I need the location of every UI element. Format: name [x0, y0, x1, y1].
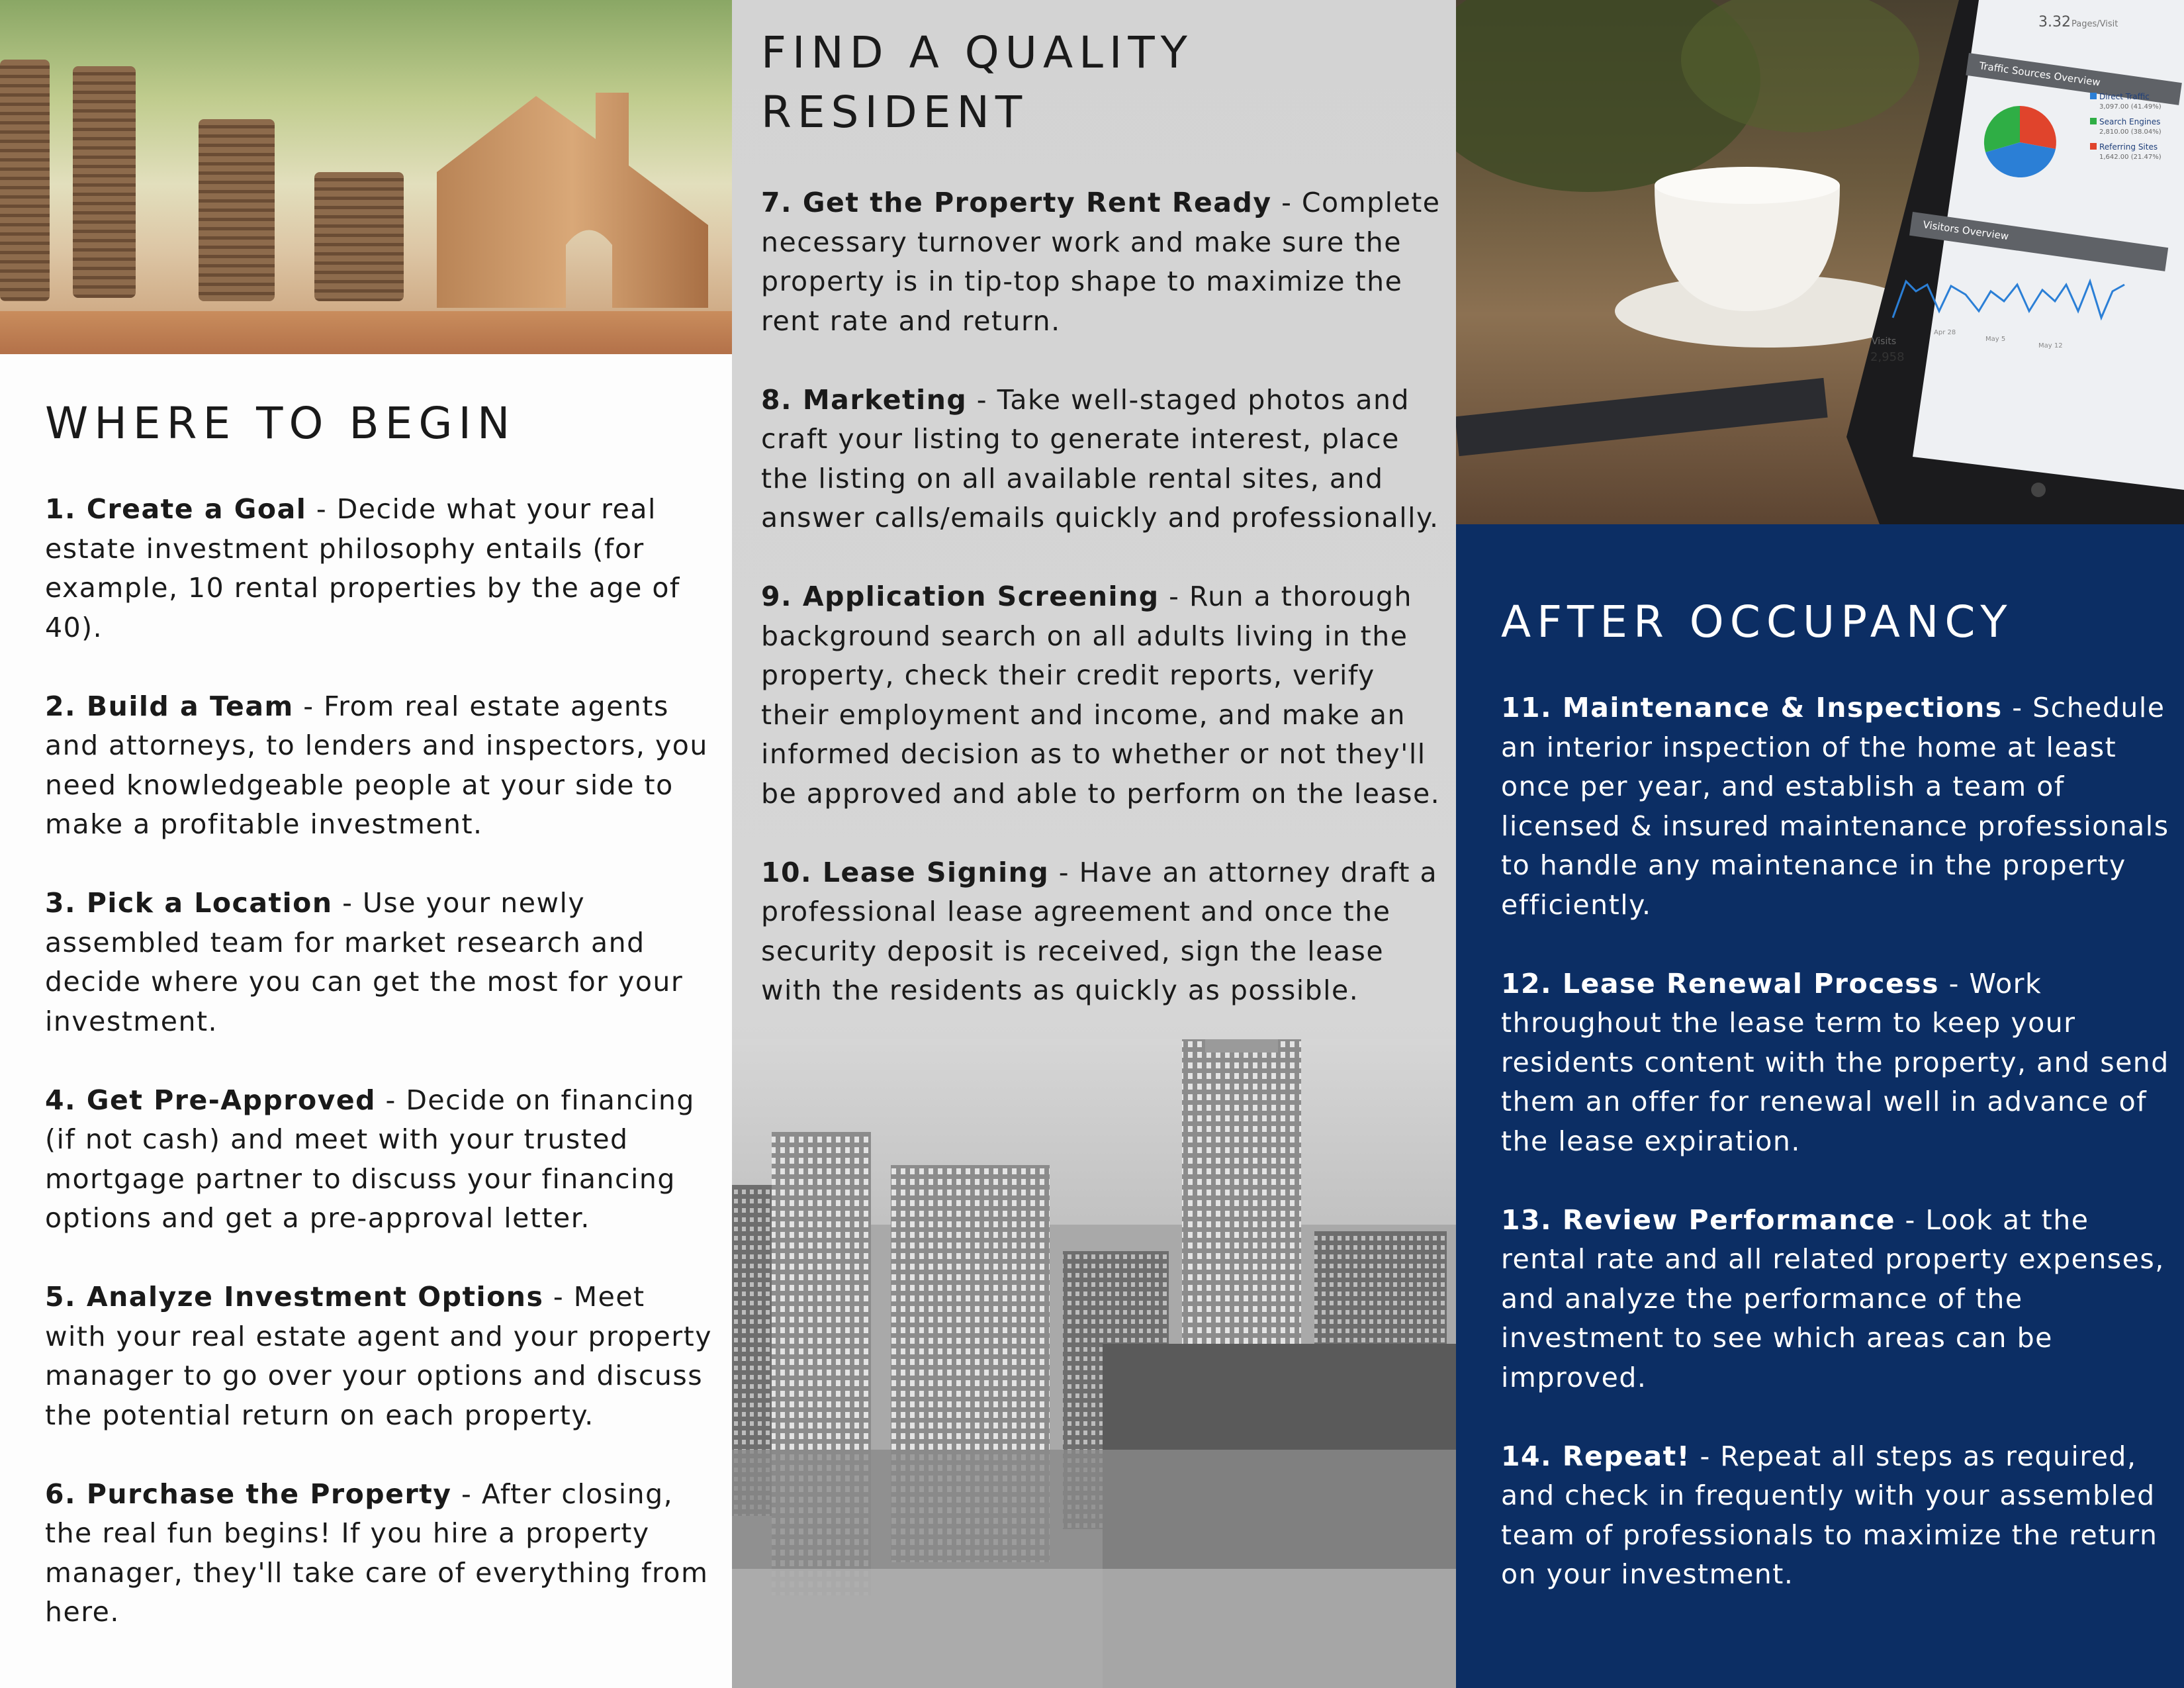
step-title: 13. Review Performance [1501, 1203, 1896, 1236]
step-item [45, 687, 713, 845]
step-body: - Run a thorough background search on all adults living in the property, check their credit reports, verify their employment and income, and make an informed decision as to whether or not they'll be approved and able to perform on the lease. [761, 581, 1441, 810]
legend-swatch [2090, 143, 2097, 150]
step-body: - Schedule an interior inspection of the home at least once per year, and establish a team of licensed & insured maintenance professionals to handle any maintenance in the property efficiently. [1501, 692, 2169, 921]
step-body: - Look at the rental rate and all related property expenses, and analyze the performance of the investment to see which areas can be improved. [1501, 1203, 2165, 1393]
step-title: 2. Build a Team [45, 690, 294, 722]
step-title: 12. Lease Renewal Process [1501, 967, 1940, 1000]
step-body: - From real estate agents and attorneys, to lenders and inspectors, you need knowledgeable people at your side to make a profitable investment. [45, 690, 708, 840]
step-title: 3. Pick a Location [45, 887, 333, 919]
legend-label: Search Engines [2099, 117, 2161, 126]
steps-list [1501, 688, 2169, 1634]
axis-tick: May 5 [1985, 336, 2006, 343]
step-item [45, 490, 713, 647]
step-item [45, 1081, 713, 1239]
steps-list [761, 183, 1443, 1050]
step-item [45, 1475, 713, 1632]
step-item [1501, 688, 2169, 925]
step-item [1501, 1201, 2169, 1398]
tablet-analytics-photo [1456, 0, 2184, 524]
phone [1456, 378, 1828, 456]
step-item [761, 577, 1443, 814]
step-item [45, 1278, 713, 1435]
step-body: - Work throughout the lease term to keep your residents content with the property, and send them an offer for renewal well in advance of the lease expiration. [1501, 967, 2169, 1157]
legend-value: 3,097.00 (41.49%) [2099, 103, 2161, 111]
step-body: - Meet with your real estate agent and your property manager to go over your options and discuss the potential return on each property. [45, 1281, 712, 1431]
step-body: - After closing, the real fun begins! If you hire a property manager, they'll take care of everything from here. [45, 1477, 709, 1628]
step-item [761, 381, 1443, 538]
coin-stack [199, 119, 275, 301]
step-title: 5. Analyze Investment Options [45, 1281, 544, 1313]
step-item [761, 853, 1443, 1011]
section-heading: AFTER OCCUPANCY [1501, 596, 2013, 647]
legend-label: Direct Traffic [2099, 92, 2150, 101]
step-title: 14. Repeat! [1501, 1440, 1690, 1472]
step-title: 11. Maintenance & Inspections [1501, 692, 2003, 724]
legend-label: Referring Sites [2099, 142, 2158, 152]
legend-swatch [2090, 118, 2097, 124]
visits-label: Visits [1872, 336, 1897, 347]
find-resident-panel [732, 0, 1456, 1688]
traffic-pie-chart [1984, 106, 2056, 177]
traffic-title: Traffic Sources Overview [1978, 60, 2101, 89]
pages-per-visit-value: 3.32 [2038, 14, 2071, 30]
step-title: 6. Purchase the Property [45, 1477, 452, 1510]
step-body: - Take well-staged photos and craft your listing to generate interest, place the listing on all available rental sites, and answer calls/emails quickly and professionally. [761, 383, 1439, 534]
step-title: 1. Create a Goal [45, 493, 307, 525]
pages-per-visit-unit: Pages/Visit [2071, 19, 2118, 29]
after-occupancy-panel [1456, 0, 2184, 1688]
axis-tick: Apr 28 [1934, 329, 1956, 336]
section-heading: WHERE TO BEGIN [45, 398, 516, 449]
step-body: - Decide on financing (if not cash) and meet with your trusted mortgage partner to discuss your financing options and get a pre-approval letter. [45, 1084, 695, 1234]
where-to-begin-panel [0, 0, 732, 1688]
step-item [1501, 964, 2169, 1162]
step-body: - Decide what your real estate investment philosophy entails (for example, 10 rental properties by the age of 40). [45, 493, 680, 643]
step-body: - Use your newly assembled team for market research and decide where you can get the most for your investment. [45, 887, 684, 1037]
step-body: - Complete necessary turnover work and make sure the property is in tip-top shape to maximize the rent rate and return. [761, 187, 1441, 337]
visitors-title: Visitors Overview [1922, 218, 2010, 243]
coins-and-house-photo [0, 0, 732, 354]
step-title: 7. Get the Property Rent Ready [761, 187, 1272, 218]
visits-value: 2,958 [1870, 350, 1905, 364]
step-title: 8. Marketing [761, 383, 968, 416]
tablet-button [2031, 483, 2046, 497]
wooden-house-icon [430, 93, 715, 311]
step-title: 9. Application Screening [761, 581, 1160, 612]
legend-value: 1,642.00 (21.47%) [2099, 154, 2161, 161]
legend-value: 2,810.00 (38.04%) [2099, 128, 2161, 136]
step-body: - Repeat all steps as required, and check in frequently with your assembled team of professionals to maximize the return on your investment. [1501, 1440, 2158, 1590]
step-title: 10. Lease Signing [761, 856, 1050, 888]
step-item [761, 183, 1443, 341]
step-body: - Have an attorney draft a professional lease agreement and once the security deposit is received, sign the lease with the residents as quickly as possible. [761, 856, 1438, 1006]
coin-stack [73, 66, 136, 298]
city-skyline-photo [732, 1039, 1456, 1688]
steps-list [45, 490, 713, 1671]
step-item [1501, 1437, 2169, 1595]
step-item [45, 884, 713, 1041]
coin-stack [314, 172, 404, 301]
axis-tick: May 12 [2038, 342, 2063, 350]
coin-stack [0, 60, 50, 301]
step-title: 4. Get Pre-Approved [45, 1084, 376, 1116]
legend-swatch [2090, 93, 2097, 99]
section-heading: FIND A QUALITY RESIDENT [761, 27, 1194, 138]
